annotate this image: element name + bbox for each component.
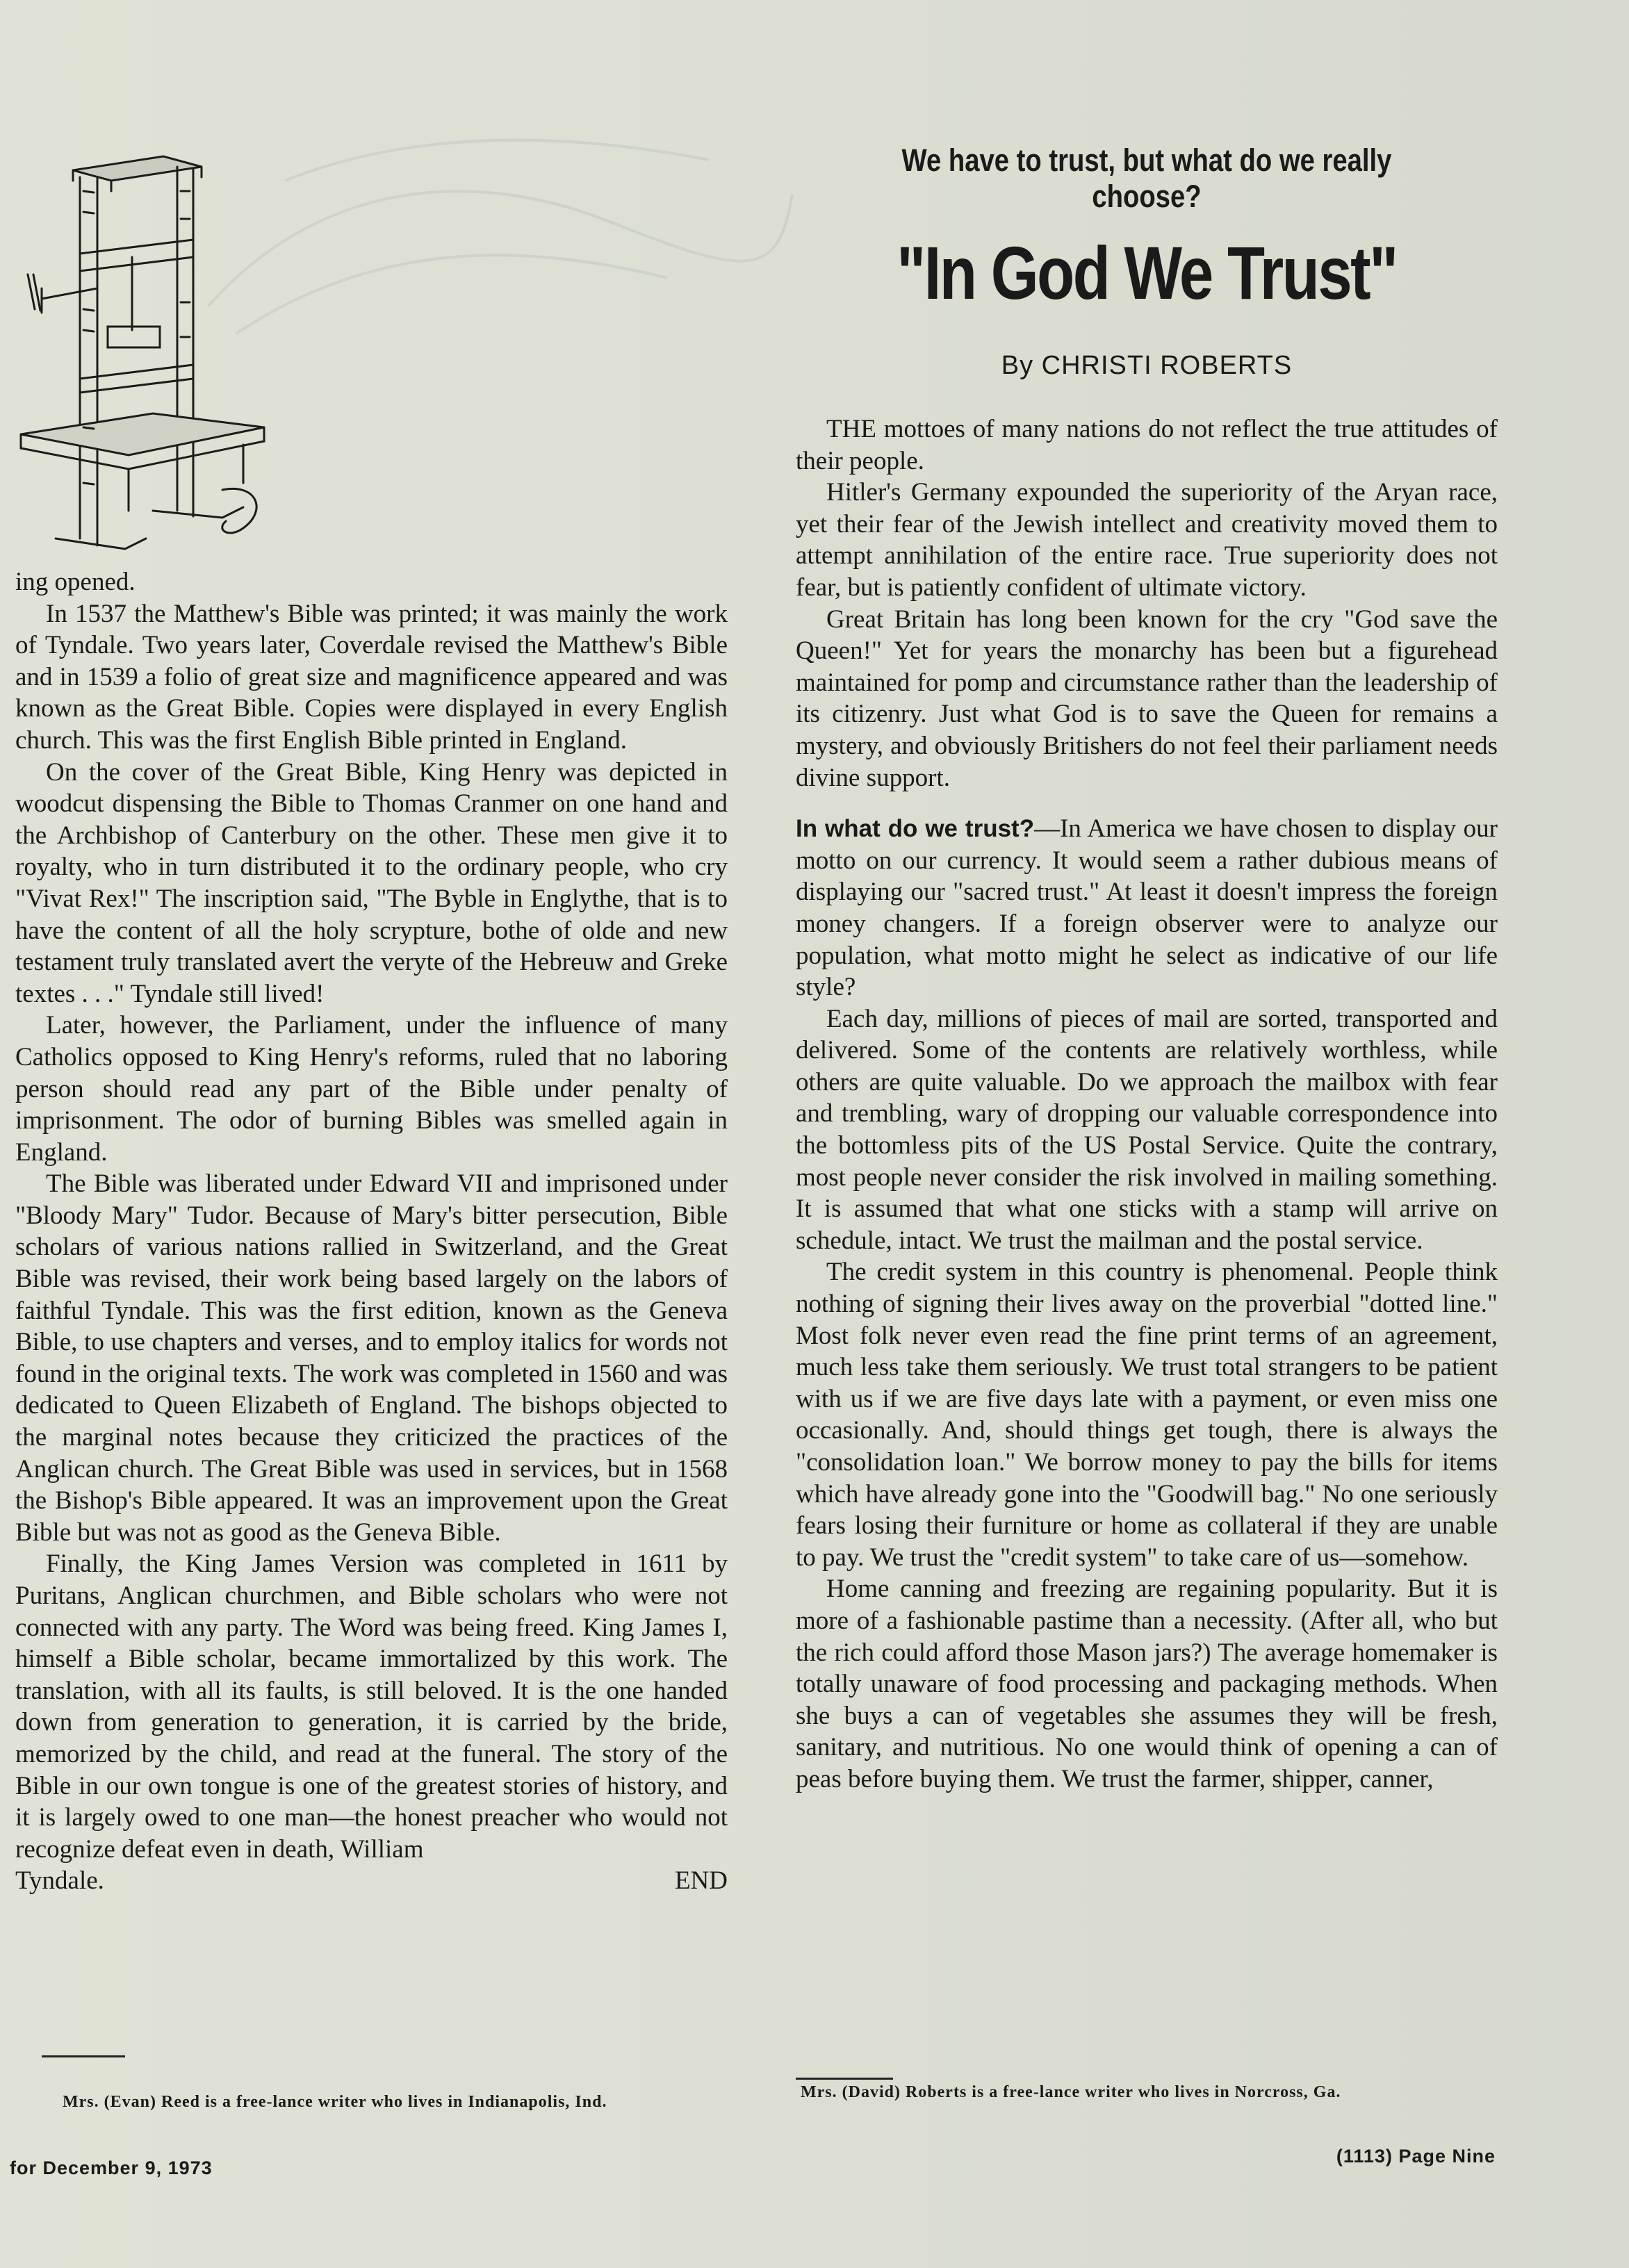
paragraph: ing opened. (15, 568, 136, 596)
end-line (15, 1865, 728, 1897)
section-text: —In America we have chosen to display our motto on our currency. It would seem a rather dubious means of displaying our "sacred trust." At least it doesn't impress the foreign money changers. If a foreign observer were to analyze our population, what motto might he select as indicative of our life style? (796, 814, 1498, 1002)
right-column (796, 413, 1498, 1796)
folio-date: for December 9, 1973 (10, 2158, 213, 2178)
paragraph: Later, however, the Parliament, under the influence of many Catholics opposed to King Henry's reforms, ruled that no laboring person should read any part of the Bible under penalty of imprisonment. The odor of burning Bibles was smelled again in England. (15, 1011, 728, 1167)
folio-page-number: (1113) Page Nine (1336, 2146, 1496, 2167)
paragraph: Finally, the King James Version was completed in 1611 by Puritans, Anglican churchmen, and Bible scholars who were not connected with any party. The Word was being freed. King James I, himself a Bible scholar, became immortalized by this work. The translation, with all its faults, is still beloved. It is the one handed down from generation to generation, it is carried by the bride, memorized by the child, and read at the funeral. The story of the Bible in our own tongue is one of the greatest stories of history, and it is largely owed to one man—the honest preacher who would not recognize defeat even in death, William (15, 1550, 728, 1864)
paragraph: On the cover of the Great Bible, King Henry was depicted in woodcut dispensing the Bible to Thomas Cranmer on one hand and the Archbishop of Canterbury on the other. These men give it to royalty, who in turn distributed it to the ordinary people, who cry "Vivat Rex!" The inscription said, "The Byble in Englythe, that is to have the content of all the holy scrypture, bothe of olde and new testament truly translated avert the veryte of the Hebreuw and Greke textes . . ." Tyndale still lived! (15, 757, 728, 1008)
section-paragraph (796, 813, 1498, 1003)
paragraph: The credit system in this country is phenomenal. People think nothing of signing their lives away on the proverbial "dotted line." Most folk never even read the fine print terms of an agreement, much less take them seriously. We trust total strangers to be patient with us if we are five days late with a payment, or even miss one occasionally. And, should things get tough, there is always the "consolidation loan." We borrow money to pay the bills for items which have already gone into the "Goodwill bag." No one seriously fears losing their furniture or home as collateral if they are unable to pay. We trust the "credit system" to take care of us—somehow. (796, 1258, 1498, 1572)
last-line: Tyndale. (15, 1866, 104, 1896)
paragraph: Home canning and freezing are regaining popularity. But it is more of a fashionable pastime than a necessity. (After all, who but the rich could afford those Mason jars?) The average homemaker is totally unaware of food processing and packaging methods. When she buys a can of vegetables she assumes they will be fresh, sanitary, and nutritious. No one would think of opening a can of peas before buying them. We trust the farmer, shipper, canner, (796, 1575, 1498, 1793)
footnote-rule-left (42, 2055, 125, 2057)
paragraph: Hitler's Germany expounded the superiority of the Aryan race, yet their fear of the Jewish intellect and creativity moved them to attempt annihilation of the entire race. True superiority does not fear, but is patiently confident of ultimate victory. (796, 478, 1498, 602)
article-title: "In God We Trust" (897, 231, 1397, 315)
paragraph: Great Britain has long been known for the cry "God save the Queen!" Yet for years the monarchy has been but a figurehead maintained for pomp and circumstance rather than the leadership of its citizenry. Just what God is to save the Queen for remains a mystery, and obviously Britishers do not feel their parliament needs divine support. (796, 605, 1498, 792)
footnote-rule-right (796, 2078, 893, 2080)
paragraph: The Bible was liberated under Edward VII and imprisoned under "Bloody Mary" Tudor. Because of Mary's bitter persecution, Bible scholars of various nations rallied in Switzerland, and the Great Bible was revised, their work being based largely on the labors of faithful Tyndale. This was the first edition, known as the Geneva Bible, to use chapters and verses, and to employ italics for words not found in the original texts. The work was completed in 1560 and was dedicated to Queen Elizabeth of England. The bishops objected to the marginal notes because they criticized the practices of the Anglican church. The Great Bible was used in services, but in 1568 the Bishop's Bible appeared. It was an improvement upon the Great Bible but was not as good as the Geneva Bible. (15, 1169, 728, 1547)
paragraph: In 1537 the Matthew's Bible was printed; it was mainly the work of Tyndale. Two years later, Coverdale revised the Matthew's Bible and in 1539 a folio of great size and magnificence appeared and was known as the Great Bible. Copies were displayed in every English church. This was the first English Bible printed in England. (15, 599, 728, 755)
left-column (15, 566, 728, 1897)
paragraph: Each day, millions of pieces of mail are sorted, transported and delivered. Some of the contents are relatively worthless, while others are quite valuable. Do we approach the mailbox with fear and trembling, wary of dropping our valuable correspondence into the bottomless pits of the US Postal Service. Quite the contrary, most people never consider the risk involved in mailing something. It is assumed that what one sticks with a stamp will arrive on schedule, intact. We trust the mailman and the postal service. (796, 1004, 1498, 1255)
printing-press-icon (14, 149, 281, 556)
footnote-left: Mrs. (Evan) Reed is a free-lance writer who lives in Indianapolis, Ind. (63, 2093, 607, 2111)
article-byline: By CHRISTI ROBERTS (1001, 351, 1293, 380)
footnote-right: Mrs. (David) Roberts is a free-lance writer who lives in Norcross, Ga. (801, 2083, 1341, 2101)
article-kicker: We have to trust, but what do we really choose? (901, 142, 1392, 214)
paragraph: THE mottoes of many nations do not reflect the true attitudes of their people. (796, 415, 1498, 475)
section-heading: In what do we trust? (796, 815, 1035, 843)
end-mark: END (674, 1866, 728, 1896)
